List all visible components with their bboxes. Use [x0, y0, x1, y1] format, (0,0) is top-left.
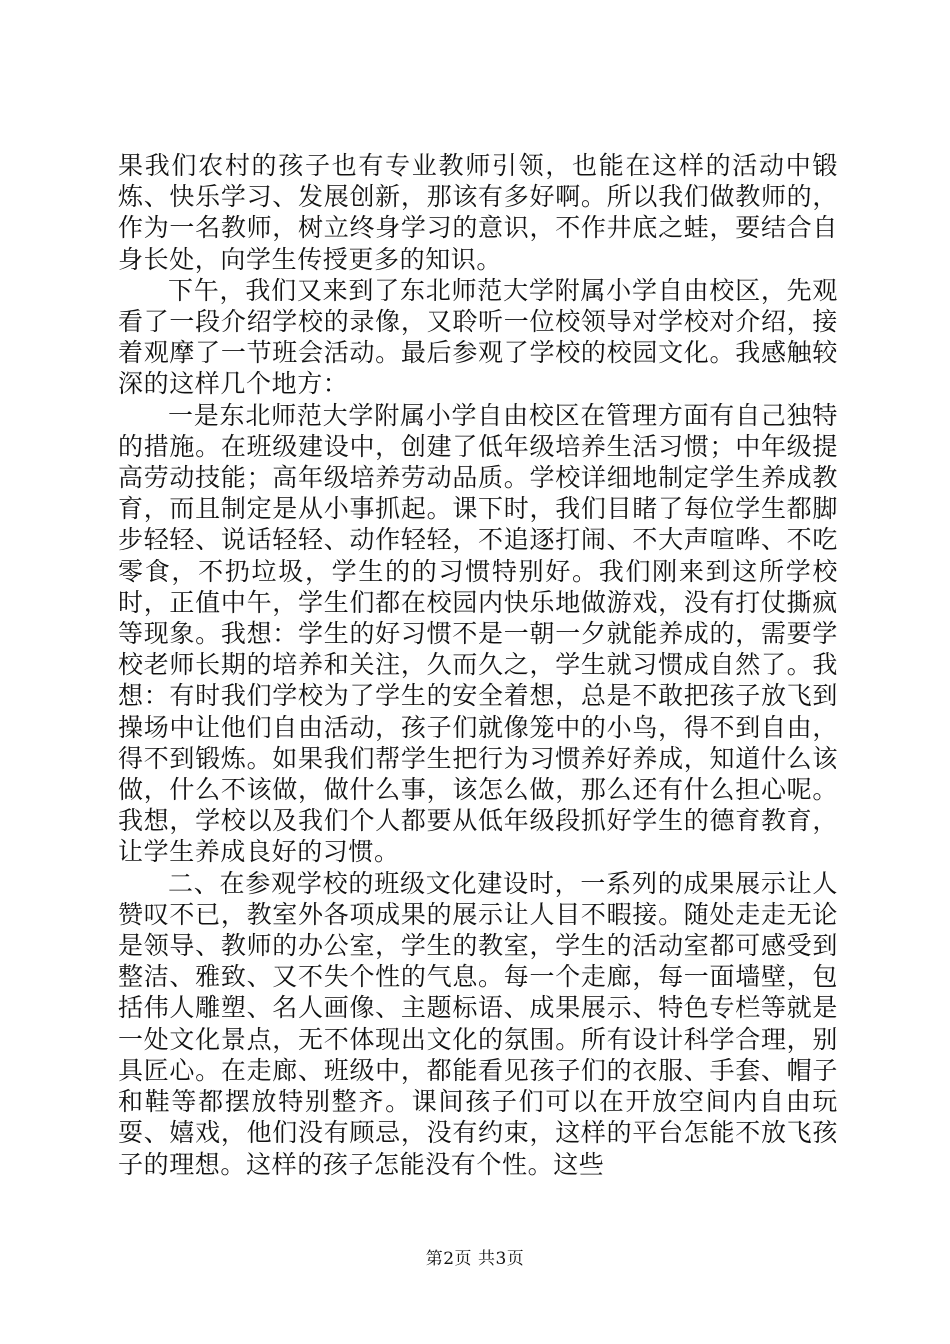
paragraph-2: 下午，我们又来到了东北师范大学附属小学自由校区，先观看了一段介绍学校的录像，又聆听一位校领导对学校对介绍，接着观摩了一节班会活动。最后参观了学校的校园文化。我感触较深的这样几个地方：: [118, 275, 838, 399]
paragraph-3: 一是东北师范大学附属小学自由校区在管理方面有自己独特的措施。在班级建设中，创建了低年级培养生活习惯；中年级提高劳动技能；高年级培养劳动品质。学校详细地制定学生养成教育，而且制定是从小事抓起。课下时，我们目睹了每位学生都脚步轻轻、说话轻轻、动作轻轻，不追逐打闹、不大声喧哗、不吃零食，不扔垃圾，学生的的习惯特别好。我们刚来到这所学校时，正值中午，学生们都在校园内快乐地做游戏，没有打仗撕疯等现象。我想：学生的好习惯不是一朝一夕就能养成的，需要学校老师长期的培养和关注，久而久之，学生就习惯成自然了。我想：有时我们学校为了学生的安全着想，总是不敢把孩子放飞到操场中让他们自由活动，孩子们就像笼中的小鸟，得不到自由，得不到锻炼。如果我们帮学生把行为习惯养好养成，知道什么该做，什么不该做，做什么事，该怎么做，那么还有什么担心呢。我想，学校以及我们个人都要从低年级段抓好学生的德育教育，让学生养成良好的习惯。: [118, 400, 838, 867]
paragraph-4: 二、在参观学校的班级文化建设时，一系列的成果展示让人赞叹不已，教室外各项成果的展示让人目不暇接。随处走走无论是领导、教师的办公室，学生的教室，学生的活动室都可感受到整洁、雅致、又不失个性的气息。每一个走廊，每一面墙壁，包括伟人雕塑、名人画像、主题标语、成果展示、特色专栏等就是一处文化景点，无不体现出文化的氛围。所有设计科学合理，别具匠心。在走廊、班级中，都能看见孩子们的衣服、手套、帽子和鞋等都摆放特别整齐。课间孩子们可以在开放空间内自由玩耍、嬉戏，他们没有顾忌，没有约束，这样的平台怎能不放飞孩子的理想。这样的孩子怎能没有个性。这些: [118, 868, 838, 1179]
document-body: [118, 150, 838, 1180]
paragraph-1: 果我们农村的孩子也有专业教师引领，也能在这样的活动中锻炼、快乐学习、发展创新，那该有多好啊。所以我们做教师的，作为一名教师，树立终身学习的意识，不作井底之蛙，要结合自身长处，向学生传授更多的知识。: [118, 151, 838, 274]
page-number-footer: 第2页 共3页: [425, 1249, 525, 1269]
